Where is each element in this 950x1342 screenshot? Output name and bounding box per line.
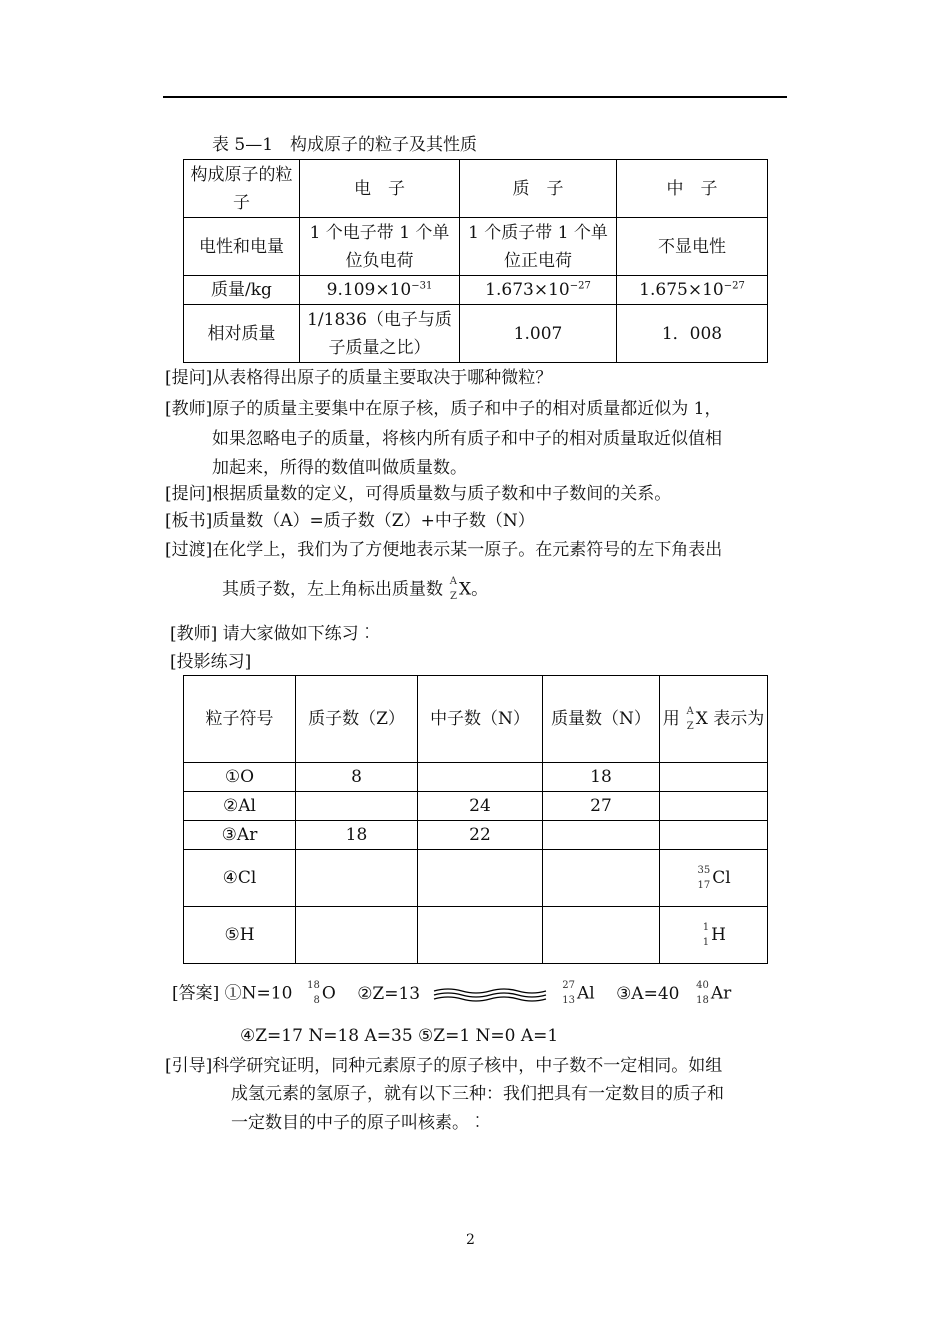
- table-cell: 24: [418, 792, 543, 821]
- atomic-number: 17: [697, 879, 711, 891]
- atomic-number: Z: [450, 591, 457, 602]
- atomic-number: 8: [313, 995, 320, 1006]
- table-caption: 表 5—1 构成原子的粒子及其性质: [212, 135, 478, 155]
- table-cell: [296, 850, 418, 907]
- table-cell: 中 子: [617, 160, 768, 218]
- table-cell: 1/1836（电子与质子质量之比）: [300, 305, 460, 363]
- paragraph-text: 其质子数，左上角标出质量数: [222, 579, 443, 600]
- table-cell: [617, 276, 768, 305]
- paragraph: 一定数目的中子的原子叫核素。︰: [231, 1113, 486, 1133]
- answer-line: ④Z=17 N=18 A=35 ⑤Z=1 N=0 A=1: [240, 1026, 559, 1046]
- table-cell: [418, 907, 543, 964]
- table-cell: 1 个电子带 1 个单位负电荷: [300, 218, 460, 276]
- answer-item: ②Z=13: [357, 983, 421, 1004]
- paragraph: [教师] 请大家做如下练习︰: [170, 624, 376, 644]
- paragraph: [教师]原子的质量主要集中在原子核，质子和中子的相对质量都近似为 1，: [165, 399, 722, 419]
- table-cell: [660, 792, 768, 821]
- paragraph: [222, 577, 488, 603]
- table-cell: 18: [296, 821, 418, 850]
- answer-item: ①N=10: [224, 983, 293, 1004]
- header-rule: [163, 96, 787, 98]
- table-cell: [660, 907, 768, 964]
- table-cell: [660, 676, 768, 763]
- table-cell: 中子数（N）: [418, 676, 543, 763]
- isotope-notation: [701, 923, 711, 949]
- table-cell: [418, 850, 543, 907]
- table-cell: [460, 276, 617, 305]
- table-cell: 粒子符号: [184, 676, 296, 763]
- table-cell: 质子数（Z）: [296, 676, 418, 763]
- table-cell: 构成原子的粒子: [184, 160, 300, 218]
- table-cell: [660, 821, 768, 850]
- mass-number: 40: [696, 980, 709, 991]
- element-symbol: O: [321, 983, 336, 1004]
- table-cell: [543, 821, 660, 850]
- isotope-notation: [680, 707, 696, 733]
- paragraph: [引导]科学研究证明，同种元素原子的原子核中，中子数不一定相同。如组: [165, 1056, 723, 1076]
- paragraph-text: X。: [459, 579, 489, 600]
- table-cell: ①O: [184, 763, 296, 792]
- header-text: 用: [662, 709, 680, 729]
- table-cell: 22: [418, 821, 543, 850]
- element-symbol: Cl: [712, 868, 731, 888]
- table-cell: [296, 907, 418, 964]
- table-cell: 1．008: [617, 305, 768, 363]
- particle-properties-table: [183, 159, 768, 363]
- page-number: 2: [466, 1232, 475, 1248]
- paragraph: 成氢元素的氢原子，就有以下三种：我们把具有一定数目的质子和: [231, 1084, 724, 1104]
- table-cell: 电性和电量: [184, 218, 300, 276]
- table-cell: 不显电性: [617, 218, 768, 276]
- mass-value: 1.675×10: [639, 280, 724, 300]
- header-text: X 表示为: [695, 709, 765, 729]
- table-cell: 质量/kg: [184, 276, 300, 305]
- mass-number: 35: [697, 864, 711, 876]
- exponent: −27: [569, 280, 591, 292]
- table-cell: [418, 763, 543, 792]
- paragraph: [过渡]在化学上，我们为了方便地表示某一原子。在元素符号的左下角表出: [165, 540, 723, 560]
- table-cell: ②Al: [184, 792, 296, 821]
- table-cell: ③Ar: [184, 821, 296, 850]
- mass-value: 1.673×10: [485, 280, 570, 300]
- paragraph: [提问]根据质量数的定义，可得质量数与质子数和中子数间的关系。: [165, 484, 672, 504]
- table-cell: [660, 850, 768, 907]
- paragraph: 加起来，所得的数值叫做质量数。: [212, 458, 467, 478]
- atomic-number: 18: [696, 995, 709, 1006]
- paragraph: 如果忽略电子的质量，将核内所有质子和中子的相对质量取近似值相: [212, 429, 722, 449]
- table-cell: 电 子: [300, 160, 460, 218]
- table-cell: ④Cl: [184, 850, 296, 907]
- paragraph: [板书]质量数（A）=质子数（Z）+中子数（N）: [165, 511, 535, 531]
- table-cell: [543, 850, 660, 907]
- paragraph: [投影练习]: [170, 652, 252, 672]
- table-cell: 1.007: [460, 305, 617, 363]
- table-cell: 质 子: [460, 160, 617, 218]
- isotope-notation: [695, 981, 711, 1007]
- table-cell: 8: [296, 763, 418, 792]
- table-cell: 27: [543, 792, 660, 821]
- mass-number: A: [686, 705, 694, 717]
- isotope-notation: [443, 577, 459, 603]
- table-cell: [300, 276, 460, 305]
- isotope-notation: [561, 981, 577, 1007]
- mass-value: 9.109×10: [326, 280, 412, 300]
- exercise-table: [183, 675, 768, 964]
- table-cell: [543, 907, 660, 964]
- answer-label: [答案]: [172, 983, 220, 1004]
- table-cell: 相对质量: [184, 305, 300, 363]
- element-symbol: Ar: [710, 983, 732, 1004]
- mass-number: 27: [562, 980, 575, 991]
- atomic-number: Z: [686, 720, 694, 732]
- isotope-notation: [306, 981, 322, 1007]
- table-cell: [660, 763, 768, 792]
- exponent: −27: [723, 280, 745, 292]
- answer-item: ③A=40: [616, 983, 680, 1004]
- table-cell: 1 个质子带 1 个单位正电荷: [460, 218, 617, 276]
- table-cell: 18: [543, 763, 660, 792]
- atomic-number: 13: [562, 995, 575, 1006]
- wavy-underline: [432, 986, 550, 1002]
- atomic-number: 1: [702, 936, 710, 948]
- table-cell: [296, 792, 418, 821]
- element-symbol: H: [711, 925, 726, 945]
- mass-number: A: [449, 576, 457, 587]
- element-symbol: Al: [576, 983, 595, 1004]
- table-cell: 质量数（N）: [543, 676, 660, 763]
- paragraph: [提问]从表格得出原子的质量主要取决于哪种微粒？: [165, 368, 553, 388]
- answer-line: [172, 981, 731, 1007]
- mass-number: 1: [702, 921, 710, 933]
- table-cell: ⑤H: [184, 907, 296, 964]
- isotope-notation: [696, 866, 712, 892]
- exponent: −31: [411, 280, 433, 292]
- mass-number: 18: [307, 980, 320, 991]
